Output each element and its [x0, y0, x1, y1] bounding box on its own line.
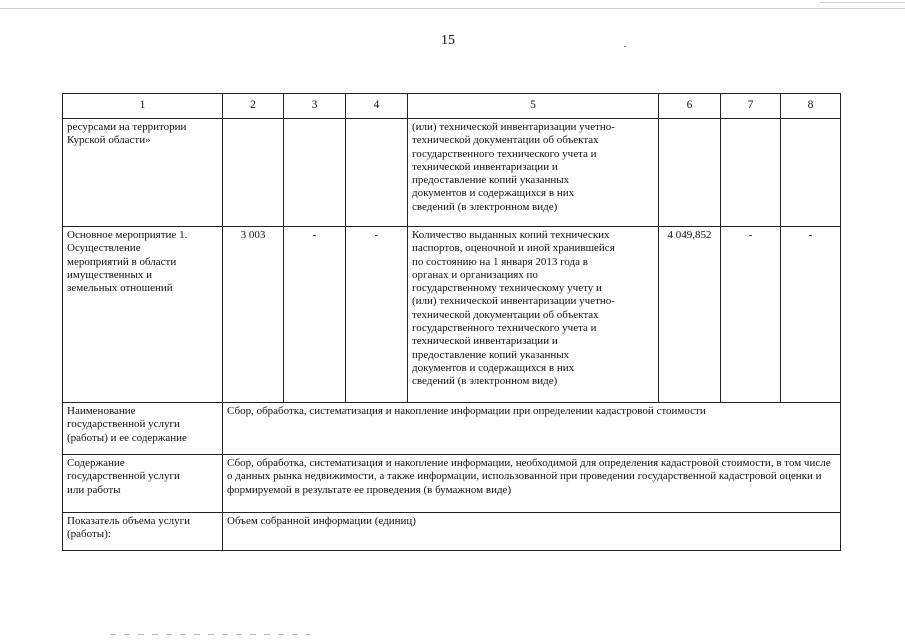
- main-event-row: [63, 227, 841, 403]
- continuation-col-4: [346, 119, 408, 227]
- header-col-2: 2: [223, 94, 284, 119]
- header-col-8: 8: [781, 94, 841, 119]
- program-table: [62, 93, 841, 551]
- continuation-row: [63, 119, 841, 227]
- continuation-col-7: [721, 119, 781, 227]
- volume-indicator-value: Объем собранной информации (единиц): [223, 513, 841, 551]
- service-content-row: [63, 455, 841, 513]
- scan-top-rule: [0, 8, 905, 9]
- continuation-col-3: [284, 119, 346, 227]
- main-event-value-col-3: -: [284, 227, 346, 403]
- main-event-value-col-8: -: [781, 227, 841, 403]
- main-event-value-col-6: 4 049,852: [659, 227, 721, 403]
- scan-top-rule-short: [820, 2, 905, 3]
- header-row: [63, 94, 841, 119]
- continuation-col-8: [781, 119, 841, 227]
- header-col-4: 4: [346, 94, 408, 119]
- continuation-col-6: [659, 119, 721, 227]
- continuation-col-2: [223, 119, 284, 227]
- main-event-indicator: Количество выданных копий технических паспортов, оценочной и иной хранившейся по состоянию на 1 января 2013 года в органах и организациях по государственному техническому учету и (или) технической инвентаризации учетно- технической документации об объектах государственного технического учета и технической инвентаризации и предоставление копий указанных документов и содержащихся в них сведений (в электронном виде): [408, 227, 659, 403]
- service-content-value: Сбор, обработка, систематизация и накопление информации, необходимой для определения кадастровой стоимости, в том числе о данных рынка недвижимости, а также информации, использованной при проведении государственной кадастровой оценки и формируемой в результате ее проведения (в бумажном виде): [223, 455, 841, 513]
- volume-indicator-label: Показатель объема услуги (работы):: [63, 513, 223, 551]
- service-name-label: Наименование государственной услуги (работы) и ее содержание: [63, 403, 223, 455]
- scan-speck: [624, 46, 626, 47]
- service-name-row: [63, 403, 841, 455]
- main-event-name: Основное мероприятие 1. Осуществление мероприятий в области имущественных и земельных отношений: [63, 227, 223, 403]
- page-number: 15: [441, 33, 455, 48]
- header-col-1: 1: [63, 94, 223, 119]
- main-event-value-col-4: -: [346, 227, 408, 403]
- main-event-value-col-2: 3 003: [223, 227, 284, 403]
- volume-indicator-row: [63, 513, 841, 551]
- header-col-3: 3: [284, 94, 346, 119]
- service-content-label: Содержание государственной услуги или работы: [63, 455, 223, 513]
- header-col-5: 5: [408, 94, 659, 119]
- header-col-7: 7: [721, 94, 781, 119]
- service-name-value: Сбор, обработка, систематизация и накопление информации при определении кадастровой стоимости: [223, 403, 841, 455]
- main-event-value-col-7: -: [721, 227, 781, 403]
- continuation-indicator-cell: (или) технической инвентаризации учетно- технической документации об объектах государственного технического учета и технической инвентаризации и предоставление копий указанных документов и содержащихся в них сведений (в электронном виде): [408, 119, 659, 227]
- continuation-name-cell: ресурсами на территории Курской области»: [63, 119, 223, 227]
- header-col-6: 6: [659, 94, 721, 119]
- scan-bottom-artifact: [110, 634, 310, 635]
